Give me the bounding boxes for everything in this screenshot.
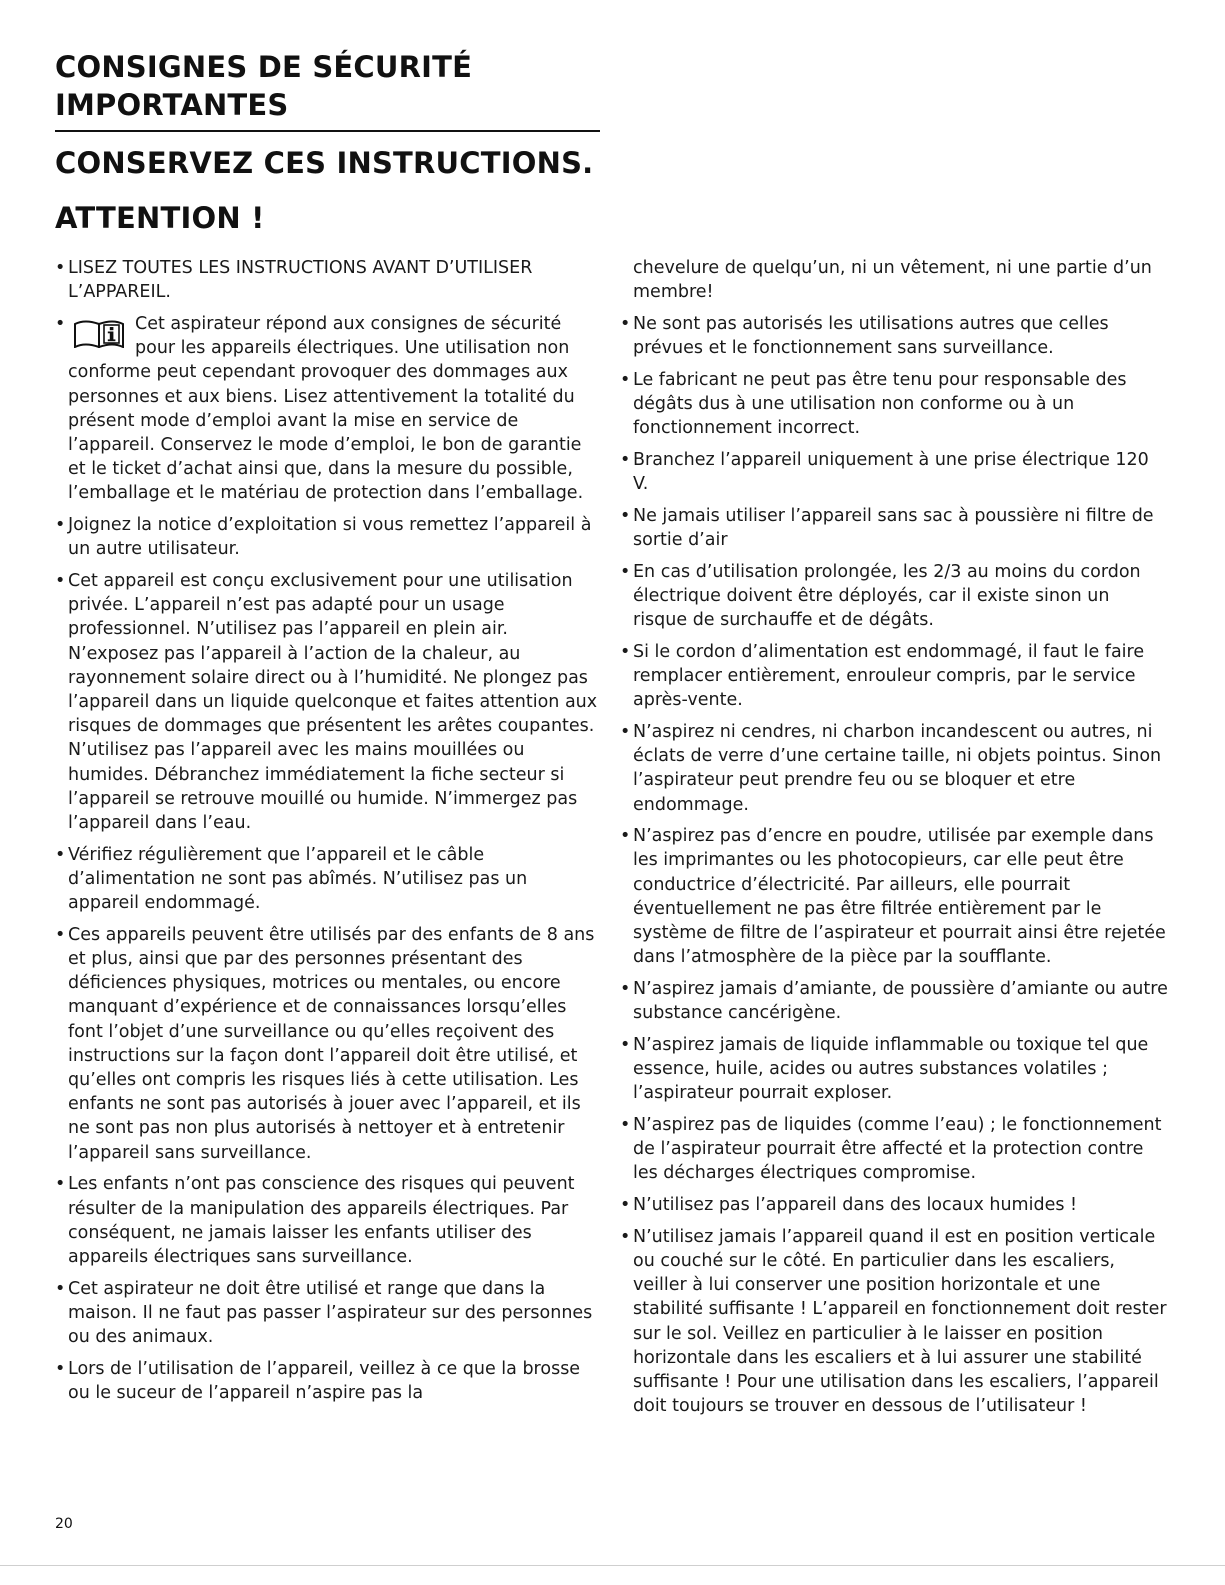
safety-item: • Cet appareil est conçu exclusivement pour une utilisation privée. L’appareil n’est pas adapté pour un usage professionnel. N’utilisez pas l’appareil en plein air. N’exposez pas l’appareil à l’action de la chaleur, au rayonnement solaire direct ou à l’humidité. Ne plongez pas l’appareil dans un liquide quelconque et faites attention aux risques de dommages que présentent les arêtes coupantes. N’utilisez pas l’appareil avec les mains mouillées ou humides. Débranchez immédiatement la fiche secteur si l’appareil se retrouve mouillé ou humide. N’immergez pas l’appareil dans l’eau.	[55, 569, 600, 835]
safety-item: • N’aspirez pas de liquides (comme l’eau) ; le fonctionnement de l’aspirateur pourrait être affecté et la protection contre les décharges électriques compromise.	[620, 1113, 1168, 1186]
left-column	[55, 256, 600, 1413]
page-bottom-edge	[0, 1565, 1225, 1566]
safety-item: • Joignez la notice d’exploitation si vous remettez l’appareil à un autre utilisateur.	[55, 513, 600, 561]
safety-item: • Ces appareils peuvent être utilisés par des enfants de 8 ans et plus, ainsi que par des personnes présentant des déficiences physiques, motrices ou mentales, ou encore manquant d’expérience et de connaissances lorsqu’elles font l’objet d’une surveillance ou qu’elles reçoivent des instructions sur la façon dont l’appareil doit être utilisé, et qu’elles ont compris les risques liés à cette utilisation. Les enfants ne sont pas autorisés à jouer avec l’appareil, et ils ne sont pas non plus autorisés à nettoyer et à entretenir l’appareil sans surveillance.	[55, 923, 600, 1165]
subtitle: CONSERVEZ CES INSTRUCTIONS.	[55, 146, 594, 180]
page-number: 20	[55, 1516, 73, 1532]
safety-item: • N’aspirez pas d’encre en poudre, utilisée par exemple dans les imprimantes ou les photocopieurs, car elle peut être conductrice d’électricité. Par ailleurs, elle pourrait éventuellement ne pas être filtrée entièrement par le système de filtre de l’aspirateur et pourrait ainsi être rejetée dans l’atmosphère de la pièce par la soufflante.	[620, 824, 1168, 969]
right-column	[620, 256, 1168, 1426]
safety-item: • Le fabricant ne peut pas être tenu pour responsable des dégâts dus à une utilisation non conforme ou à un fonctionnement incorrect.	[620, 368, 1168, 441]
safety-item: • Branchez l’appareil uniquement à une prise électrique 120 V.	[620, 448, 1168, 496]
safety-item: • Lors de l’utilisation de l’appareil, veillez à ce que la brosse ou le suceur de l’appareil n’aspire pas la	[55, 1357, 600, 1405]
safety-item-continuation: chevelure de quelqu’un, ni un vêtement, ni une partie d’un membre!	[633, 258, 1152, 303]
safety-item: • LISEZ TOUTES LES INSTRUCTIONS AVANT D’UTILISER L’APPAREIL.	[55, 256, 600, 304]
safety-item-text: Cet aspirateur répond aux consignes de sécurité pour les appareils électriques. Une utilisation non conforme peut cependant provoquer des dommages aux personnes et aux biens. Lisez attentivement la totalité du présent mode d’emploi avant la mise en service de l’appareil. Conservez le mode d’emploi, le bon de garantie et le ticket d’achat ainsi que, dans la mesure du possible, l’emballage et le matériau de protection dans l’emballage.	[68, 313, 584, 504]
safety-item: • Si le cordon d’alimentation est endommagé, il faut le faire remplacer entièrement, enrouleur compris, par le service après-vente.	[620, 640, 1168, 713]
safety-item: • N’aspirez jamais de liquide inflammable ou toxique tel que essence, huile, acides ou autres substances volatiles ; l’aspirateur pourrait exploser.	[620, 1033, 1168, 1106]
safety-item: • N’utilisez pas l’appareil dans des locaux humides !	[620, 1193, 1168, 1217]
safety-item: • N’aspirez ni cendres, ni charbon incandescent ou autres, ni éclats de verre d’une certaine taille, ni objets pointus. Sinon l’aspirateur peut prendre feu ou se bloquer et etre endommage.	[620, 720, 1168, 817]
page-title: CONSIGNES DE SÉCURITÉ IMPORTANTES	[55, 50, 473, 122]
title-divider	[55, 130, 600, 132]
safety-item: • N’aspirez jamais d’amiante, de poussière d’amiante ou autre substance cancérigène.	[620, 977, 1168, 1025]
safety-item: • Les enfants n’ont pas conscience des risques qui peuvent résulter de la manipulation des appareils électriques. Par conséquent, ne jamais laisser les enfants utiliser des appareils électriques sans surveillance.	[55, 1172, 600, 1269]
safety-item: • Ne sont pas autorisés les utilisations autres que celles prévues et le fonctionnement sans surveillance.	[620, 312, 1168, 360]
manual-info-icon	[73, 318, 125, 348]
safety-item: • Vérifiez régulièrement que l’appareil et le câble d’alimentation ne sont pas abîmés. N’utilisez pas un appareil endommagé.	[55, 843, 600, 916]
safety-item: • Ne jamais utiliser l’appareil sans sac à poussière ni filtre de sortie d’air	[620, 504, 1168, 552]
safety-item-with-icon	[55, 312, 600, 506]
safety-item: • Cet aspirateur ne doit être utilisé et range que dans la maison. Il ne faut pas passer l’aspirateur sur des personnes ou des animaux.	[55, 1277, 600, 1350]
safety-item: • En cas d’utilisation prolongée, les 2/3 au moins du cordon électrique doivent être déployés, car il existe sinon un risque de surchauffe et de dégâts.	[620, 560, 1168, 633]
safety-item: • N’utilisez jamais l’appareil quand il est en position verticale ou couché sur le côté. En particulier dans les escaliers, veiller à lui conserver une position horizontale et une stabilité suffisante ! L’appareil en fonctionnement doit rester sur le sol. Veillez en particulier à le laisser en position horizontale dans les escaliers et à lui assurer une stabilité suffisante ! Pour une utilisation dans les escaliers, l’appareil doit toujours se trouver en dessous de l’utilisateur !	[620, 1225, 1168, 1419]
warning-heading: ATTENTION !	[55, 201, 265, 235]
